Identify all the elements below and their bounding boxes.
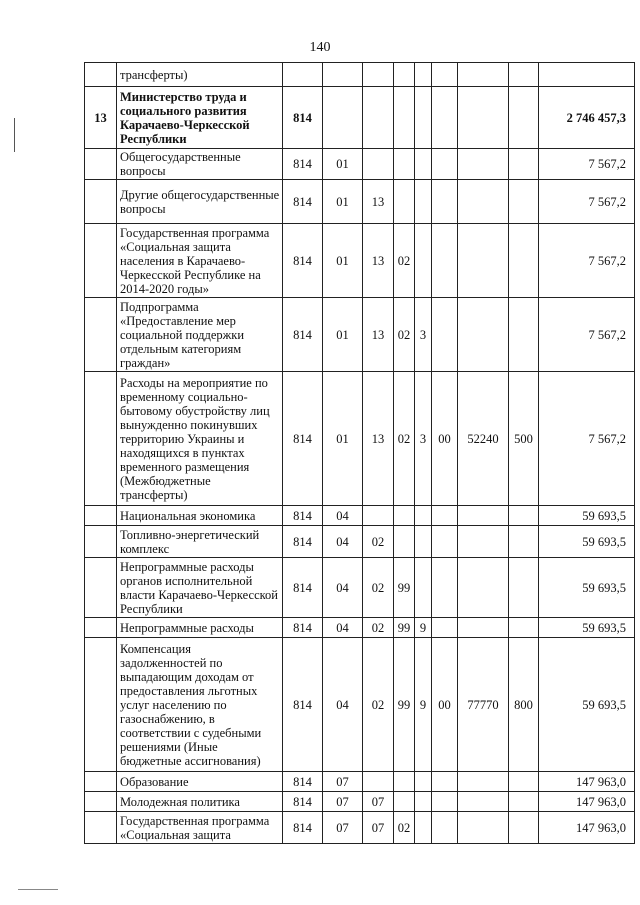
amount-cell: 59 693,5	[539, 558, 635, 618]
table-row	[85, 298, 635, 372]
expense-type-cell	[509, 506, 539, 526]
department-code-cell: 814	[283, 638, 323, 772]
main-activity-code-cell	[432, 792, 458, 812]
subsection-code-cell	[363, 63, 394, 87]
item-name-cell: Другие общегосударственные вопросы	[117, 180, 283, 224]
subprogram-code-cell	[415, 558, 432, 618]
expense-type-cell	[509, 618, 539, 638]
program-code-cell	[394, 63, 415, 87]
main-activity-code-cell	[432, 298, 458, 372]
main-activity-code-cell	[432, 812, 458, 844]
direction-code-cell	[458, 87, 509, 149]
program-code-cell	[394, 526, 415, 558]
table-row	[85, 812, 635, 844]
program-code-cell: 99	[394, 618, 415, 638]
direction-code-cell	[458, 558, 509, 618]
table-row	[85, 149, 635, 180]
program-code-cell: 02	[394, 224, 415, 298]
department-code-cell	[283, 63, 323, 87]
table-row	[85, 618, 635, 638]
main-activity-code-cell	[432, 772, 458, 792]
item-name-cell: Национальная экономика	[117, 506, 283, 526]
item-name-cell: Государственная программа «Социальная защита	[117, 812, 283, 844]
subsection-code-cell: 13	[363, 372, 394, 506]
main-activity-code-cell	[432, 149, 458, 180]
expense-type-cell	[509, 87, 539, 149]
table-body	[85, 63, 635, 844]
amount-cell: 7 567,2	[539, 372, 635, 506]
table-row	[85, 63, 635, 87]
subprogram-code-cell	[415, 812, 432, 844]
subprogram-code-cell	[415, 506, 432, 526]
subsection-code-cell	[363, 87, 394, 149]
item-name-cell: трансферты)	[117, 63, 283, 87]
subprogram-code-cell: 3	[415, 298, 432, 372]
amount-cell: 7 567,2	[539, 224, 635, 298]
program-code-cell	[394, 87, 415, 149]
program-code-cell: 02	[394, 298, 415, 372]
expense-type-cell	[509, 224, 539, 298]
table-row	[85, 638, 635, 772]
section-code-cell: 04	[323, 506, 363, 526]
item-name-cell: Общегосударственные вопросы	[117, 149, 283, 180]
subsection-code-cell	[363, 149, 394, 180]
section-code-cell: 07	[323, 812, 363, 844]
direction-code-cell	[458, 618, 509, 638]
department-code-cell: 814	[283, 526, 323, 558]
amount-cell: 59 693,5	[539, 618, 635, 638]
subprogram-code-cell	[415, 224, 432, 298]
row-number-cell: 13	[85, 87, 117, 149]
direction-code-cell	[458, 149, 509, 180]
item-name-cell: Непрограммные расходы органов исполнительной власти Карачаево-Черкесской Республики	[117, 558, 283, 618]
expense-type-cell	[509, 772, 539, 792]
table-row	[85, 506, 635, 526]
subprogram-code-cell	[415, 772, 432, 792]
row-number-cell	[85, 526, 117, 558]
section-code-cell: 01	[323, 149, 363, 180]
subsection-code-cell	[363, 772, 394, 792]
expense-type-cell: 800	[509, 638, 539, 772]
program-code-cell	[394, 506, 415, 526]
direction-code-cell	[458, 526, 509, 558]
scan-margin-mark	[14, 118, 15, 152]
item-name-cell: Подпрограмма «Предоставление мер социальной поддержки отдельным категориям граждан»	[117, 298, 283, 372]
amount-cell: 147 963,0	[539, 772, 635, 792]
table-row	[85, 792, 635, 812]
table-row	[85, 87, 635, 149]
row-number-cell	[85, 792, 117, 812]
table-row	[85, 224, 635, 298]
amount-cell: 7 567,2	[539, 149, 635, 180]
department-code-cell: 814	[283, 149, 323, 180]
subprogram-code-cell	[415, 149, 432, 180]
expense-type-cell	[509, 792, 539, 812]
section-code-cell: 07	[323, 772, 363, 792]
expense-type-cell	[509, 298, 539, 372]
department-code-cell: 814	[283, 558, 323, 618]
subsection-code-cell: 02	[363, 618, 394, 638]
item-name-cell: Образование	[117, 772, 283, 792]
item-name-cell: Государственная программа «Социальная защита населения в Карачаево-Черкесской Республике на 2014-2020 годы»	[117, 224, 283, 298]
direction-code-cell	[458, 180, 509, 224]
item-name-cell: Министерство труда и социального развития Карачаево-Черкесской Республики	[117, 87, 283, 149]
main-activity-code-cell: 00	[432, 638, 458, 772]
expense-type-cell	[509, 180, 539, 224]
subprogram-code-cell	[415, 526, 432, 558]
amount-cell: 59 693,5	[539, 506, 635, 526]
main-activity-code-cell	[432, 63, 458, 87]
section-code-cell: 01	[323, 180, 363, 224]
row-number-cell	[85, 298, 117, 372]
section-code-cell: 01	[323, 298, 363, 372]
main-activity-code-cell	[432, 618, 458, 638]
row-number-cell	[85, 224, 117, 298]
page-number: 140	[309, 40, 331, 55]
amount-cell	[539, 63, 635, 87]
expense-type-cell: 500	[509, 372, 539, 506]
table-row	[85, 180, 635, 224]
department-code-cell: 814	[283, 506, 323, 526]
item-name-cell: Расходы на мероприятие по временному социально-бытовому обустройству лиц вынужденно покинувших территорию Украины и находящихся в пунктах временного размещения (Межбюджетные трансферты)	[117, 372, 283, 506]
main-activity-code-cell	[432, 180, 458, 224]
program-code-cell: 99	[394, 558, 415, 618]
department-code-cell: 814	[283, 87, 323, 149]
row-number-cell	[85, 372, 117, 506]
main-activity-code-cell: 00	[432, 372, 458, 506]
row-number-cell	[85, 638, 117, 772]
expense-type-cell	[509, 63, 539, 87]
program-code-cell: 02	[394, 372, 415, 506]
subsection-code-cell: 07	[363, 812, 394, 844]
row-number-cell	[85, 772, 117, 792]
amount-cell: 7 567,2	[539, 180, 635, 224]
section-code-cell: 01	[323, 224, 363, 298]
subsection-code-cell: 02	[363, 558, 394, 618]
direction-code-cell	[458, 812, 509, 844]
main-activity-code-cell	[432, 87, 458, 149]
department-code-cell: 814	[283, 224, 323, 298]
amount-cell: 147 963,0	[539, 812, 635, 844]
program-code-cell	[394, 792, 415, 812]
table-row	[85, 558, 635, 618]
direction-code-cell	[458, 298, 509, 372]
row-number-cell	[85, 618, 117, 638]
subprogram-code-cell	[415, 63, 432, 87]
program-code-cell	[394, 180, 415, 224]
section-code-cell: 07	[323, 792, 363, 812]
department-code-cell: 814	[283, 298, 323, 372]
amount-cell: 59 693,5	[539, 526, 635, 558]
item-name-cell: Молодежная политика	[117, 792, 283, 812]
direction-code-cell	[458, 224, 509, 298]
subsection-code-cell: 07	[363, 792, 394, 812]
section-code-cell	[323, 63, 363, 87]
subsection-code-cell: 13	[363, 224, 394, 298]
subsection-code-cell: 13	[363, 298, 394, 372]
row-number-cell	[85, 558, 117, 618]
section-code-cell: 04	[323, 558, 363, 618]
subsection-code-cell: 02	[363, 638, 394, 772]
amount-cell: 2 746 457,3	[539, 87, 635, 149]
direction-code-cell	[458, 772, 509, 792]
section-code-cell: 04	[323, 638, 363, 772]
expense-type-cell	[509, 812, 539, 844]
program-code-cell: 99	[394, 638, 415, 772]
main-activity-code-cell	[432, 558, 458, 618]
section-code-cell: 01	[323, 372, 363, 506]
row-number-cell	[85, 180, 117, 224]
direction-code-cell	[458, 63, 509, 87]
row-number-cell	[85, 63, 117, 87]
amount-cell: 59 693,5	[539, 638, 635, 772]
table-row	[85, 372, 635, 506]
table-row	[85, 526, 635, 558]
direction-code-cell	[458, 506, 509, 526]
program-code-cell: 02	[394, 812, 415, 844]
amount-cell: 147 963,0	[539, 792, 635, 812]
program-code-cell	[394, 772, 415, 792]
row-number-cell	[85, 506, 117, 526]
expense-type-cell	[509, 558, 539, 618]
subsection-code-cell: 13	[363, 180, 394, 224]
main-activity-code-cell	[432, 506, 458, 526]
section-code-cell	[323, 87, 363, 149]
subprogram-code-cell: 9	[415, 618, 432, 638]
expense-type-cell	[509, 526, 539, 558]
budget-table	[84, 62, 635, 844]
department-code-cell: 814	[283, 180, 323, 224]
item-name-cell: Топливно-энергетический комплекс	[117, 526, 283, 558]
subprogram-code-cell: 3	[415, 372, 432, 506]
expense-type-cell	[509, 149, 539, 180]
amount-cell: 7 567,2	[539, 298, 635, 372]
direction-code-cell	[458, 792, 509, 812]
main-activity-code-cell	[432, 224, 458, 298]
section-code-cell: 04	[323, 526, 363, 558]
direction-code-cell: 52240	[458, 372, 509, 506]
department-code-cell: 814	[283, 812, 323, 844]
subsection-code-cell	[363, 506, 394, 526]
department-code-cell: 814	[283, 618, 323, 638]
subprogram-code-cell	[415, 180, 432, 224]
row-number-cell	[85, 149, 117, 180]
item-name-cell: Компенсация задолженностей по выпадающим доходам от предоставления льготных услуг населению по газоснабжению, в соответствии с судебными решениями (Иные бюджетные ассигнования)	[117, 638, 283, 772]
direction-code-cell: 77770	[458, 638, 509, 772]
program-code-cell	[394, 149, 415, 180]
subprogram-code-cell	[415, 792, 432, 812]
row-number-cell	[85, 812, 117, 844]
section-code-cell: 04	[323, 618, 363, 638]
department-code-cell: 814	[283, 792, 323, 812]
item-name-cell: Непрограммные расходы	[117, 618, 283, 638]
subprogram-code-cell	[415, 87, 432, 149]
subsection-code-cell: 02	[363, 526, 394, 558]
main-activity-code-cell	[432, 526, 458, 558]
department-code-cell: 814	[283, 372, 323, 506]
department-code-cell: 814	[283, 772, 323, 792]
scan-corner-mark	[18, 889, 58, 890]
table-row	[85, 772, 635, 792]
subprogram-code-cell: 9	[415, 638, 432, 772]
